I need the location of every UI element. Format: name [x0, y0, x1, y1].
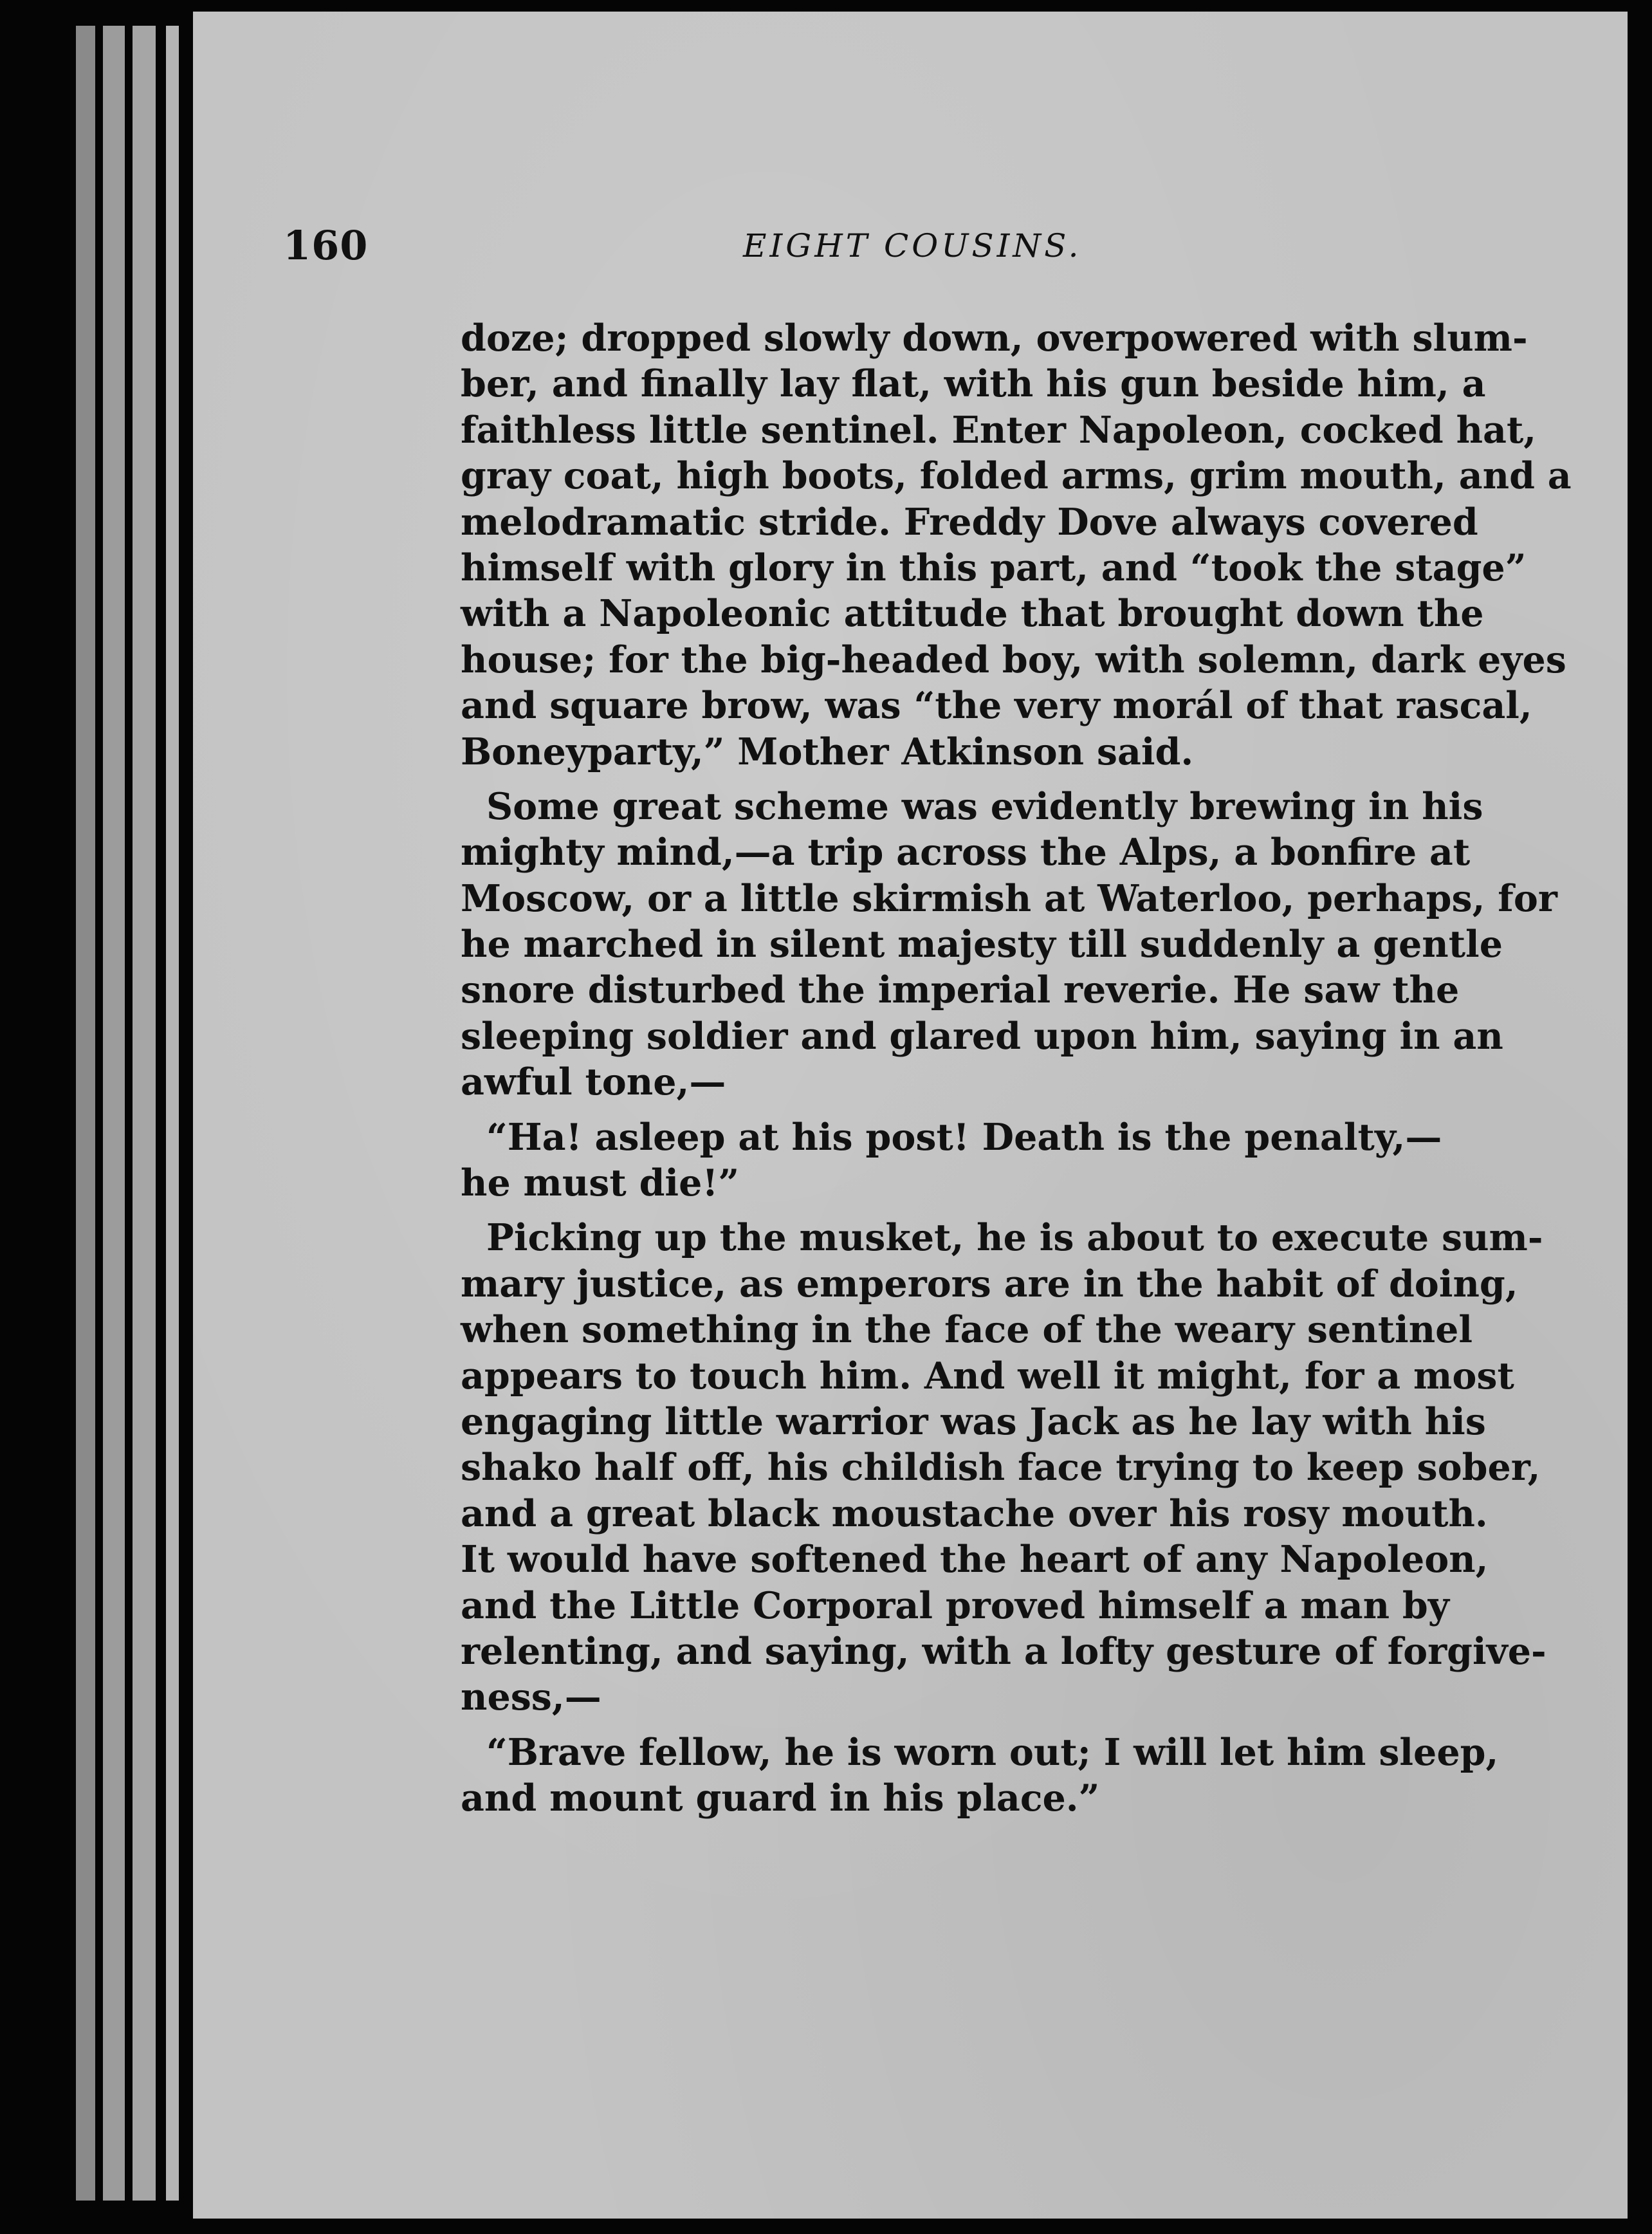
text-line: ness,—	[461, 1676, 601, 1719]
text-line: he must die!”	[461, 1161, 740, 1205]
page-edge	[103, 26, 125, 2201]
text-line: gray coat, high boots, folded arms, grim mouth, and a	[461, 454, 1572, 498]
text-line: Moscow, or a little skirmish at Waterloo, perhaps, for	[461, 876, 1557, 920]
text-line: when something in the face of the weary sentinel	[461, 1308, 1473, 1352]
text-line: and the Little Corporal proved himself a man by	[461, 1583, 1449, 1627]
paragraph	[461, 1730, 1499, 1822]
page-edge	[76, 26, 95, 2201]
text-line: It would have softened the heart of any Napoleon,	[461, 1538, 1489, 1582]
text-line: mighty mind,—a trip across the Alps, a bonfire at	[461, 831, 1471, 874]
text-line: himself with glory in this part, and “took the stage”	[461, 546, 1527, 589]
text-line: house; for the big-headed boy, with solemn, dark eyes	[461, 638, 1566, 681]
text-line: Picking up the musket, he is about to execute sum-	[486, 1216, 1543, 1260]
text-line: with a Napoleonic attitude that brought down the	[461, 592, 1484, 636]
body-text	[461, 315, 1572, 1822]
text-line: sleeping soldier and glared upon him, saying in an	[461, 1014, 1503, 1058]
text-line: and mount guard in his place.”	[461, 1777, 1100, 1820]
text-line: snore disturbed the imperial reverie. He saw the	[461, 968, 1460, 1012]
text-line: melodramatic stride. Freddy Dove always covered	[461, 500, 1478, 544]
text-line: and square brow, was “the very morál of that rascal,	[461, 684, 1532, 728]
text-line: he marched in silent majesty till suddenly a gentle	[461, 923, 1503, 966]
text-line: “Brave fellow, he is worn out; I will let him sleep,	[486, 1730, 1499, 1774]
text-line: relenting, and saying, with a lofty gesture of forgive-	[461, 1629, 1546, 1673]
text-line: faithless little sentinel. Enter Napoleon, cocked hat,	[461, 408, 1537, 452]
paragraph	[461, 1215, 1546, 1720]
text-line: engaging little warrior was Jack as he lay with his	[461, 1399, 1486, 1443]
paragraph	[461, 784, 1557, 1105]
text-line: awful tone,—	[461, 1060, 726, 1104]
page-edge	[166, 26, 179, 2201]
text-line: Some great scheme was evidently brewing in his	[486, 784, 1483, 828]
page-edge	[133, 26, 156, 2201]
text-line: mary justice, as emperors are in the habit of doing,	[461, 1262, 1518, 1306]
paragraph	[461, 1114, 1442, 1206]
text-line: appears to touch him. And well it might, for a most	[461, 1354, 1514, 1398]
text-line: ber, and finally lay flat, with his gun beside him, a	[461, 362, 1486, 406]
text-line: doze; dropped slowly down, overpowered with slum-	[461, 317, 1528, 360]
book-title: EIGHT COUSINS.	[743, 227, 1082, 264]
text-line: shako half off, his childish face trying to keep sober,	[461, 1446, 1541, 1490]
text-line: “Ha! asleep at his post! Death is the penalty,—	[486, 1115, 1442, 1159]
running-head	[283, 222, 1145, 273]
page-number: 160	[283, 222, 369, 269]
text-line: Boneyparty,” Mother Atkinson said.	[461, 730, 1194, 773]
text-line: and a great black moustache over his rosy mouth.	[461, 1491, 1488, 1535]
paragraph	[461, 315, 1572, 775]
